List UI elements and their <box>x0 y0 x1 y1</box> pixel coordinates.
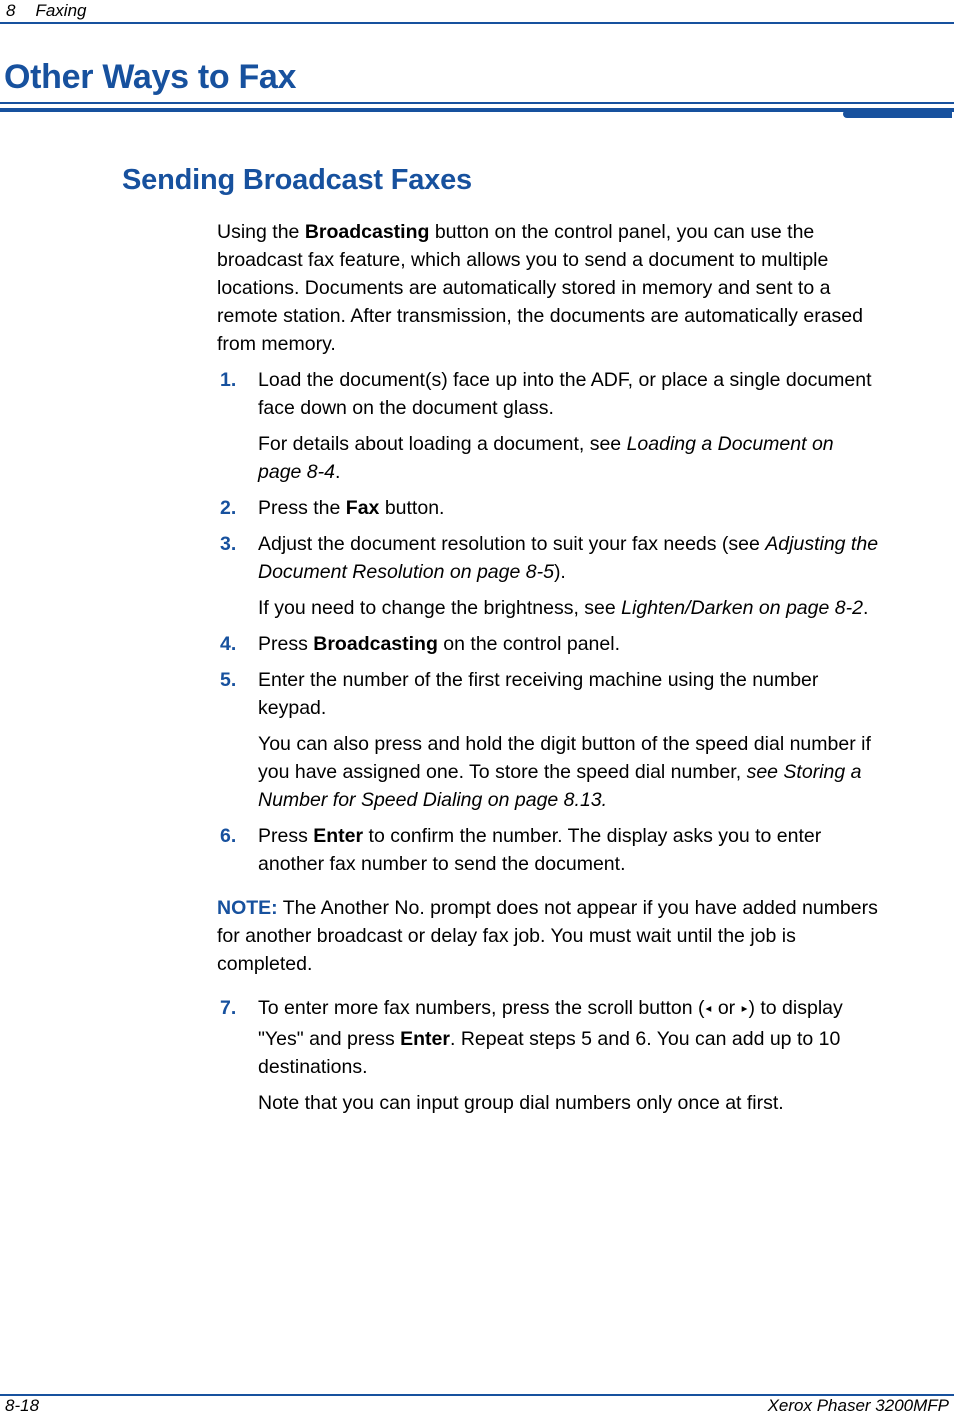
step-3-subparagraph: If you need to change the brightness, see Lighten/Darken on page 8-2. <box>258 597 869 619</box>
step-5-number: 5. <box>220 669 237 691</box>
step-2 <box>220 494 942 522</box>
step-1 <box>220 366 942 486</box>
step-7-body: To enter more fax numbers, press the scroll button (◂ or ▸) to display "Yes" and press Enter. Repeat steps 5 and 6. You can add up to 10 destinations. <box>258 997 843 1078</box>
footer-product-name: Xerox Phaser 3200MFP <box>767 1396 949 1415</box>
step-7-number: 7. <box>220 997 237 1019</box>
step-4-number: 4. <box>220 633 237 655</box>
step-3-number: 3. <box>220 533 237 555</box>
step-5-body: Enter the number of the first receiving machine using the number keypad. <box>258 669 819 719</box>
page-content <box>0 218 954 1117</box>
step-4 <box>220 630 942 658</box>
steps-list-continued <box>220 994 942 1117</box>
scroll-left-arrow-icon: ◂ <box>705 1002 712 1015</box>
step-1-subparagraph: For details about loading a document, see Loading a Document on page 8-4. <box>258 433 834 483</box>
step-2-body: Press the Fax button. <box>258 497 445 519</box>
section-heading: Sending Broadcast Faxes <box>122 164 472 196</box>
step-5-subparagraph: You can also press and hold the digit button of the speed dial number if you have assigned one. To store the speed dial number, see Storing a Number for Speed Dialing on page 8.13. <box>258 733 871 811</box>
footer-page-number: 8-18 <box>5 1396 40 1415</box>
step-4-body: Press Broadcasting on the control panel. <box>258 633 621 655</box>
step-3 <box>220 530 942 622</box>
step-6-body: Press Enter to confirm the number. The display asks you to enter another fax number to send the document. <box>258 825 822 875</box>
chapter-title: Faxing <box>35 1 87 20</box>
step-1-body: Load the document(s) face up into the ADF, or place a single document face down on the document glass. <box>258 369 872 419</box>
page-footer <box>5 1396 949 1416</box>
page-title: Other Ways to Fax <box>4 58 297 96</box>
intro-paragraph: Using the Broadcasting button on the control panel, you can use the broadcast fax feature, which allows you to send a document to multiple locations. Documents are automatically stored in memory and sent to a remote station. After transmission, the documents are automatically erased from memory. <box>217 221 863 355</box>
note-paragraph: NOTE: The Another No. prompt does not appear if you have added numbers for another broadcast or delay fax job. You must wait until the job is completed. <box>217 897 878 975</box>
step-7 <box>220 994 942 1117</box>
running-header <box>6 1 87 21</box>
title-rule-thick <box>0 108 954 112</box>
chapter-number: 8 <box>6 1 16 20</box>
step-5 <box>220 666 942 814</box>
step-6-number: 6. <box>220 825 237 847</box>
step-3-body: Adjust the document resolution to suit your fax needs (see Adjusting the Document Resolution on page 8-5). <box>258 533 879 583</box>
steps-list <box>220 366 942 878</box>
step-6 <box>220 822 942 878</box>
title-rule-tab <box>843 110 952 118</box>
header-rule <box>0 22 954 24</box>
step-2-number: 2. <box>220 497 237 519</box>
scroll-right-arrow-icon: ▸ <box>741 1002 748 1015</box>
title-rule-thin <box>0 102 954 104</box>
step-1-number: 1. <box>220 369 237 391</box>
step-7-subparagraph: Note that you can input group dial numbers only once at first. <box>258 1092 784 1114</box>
